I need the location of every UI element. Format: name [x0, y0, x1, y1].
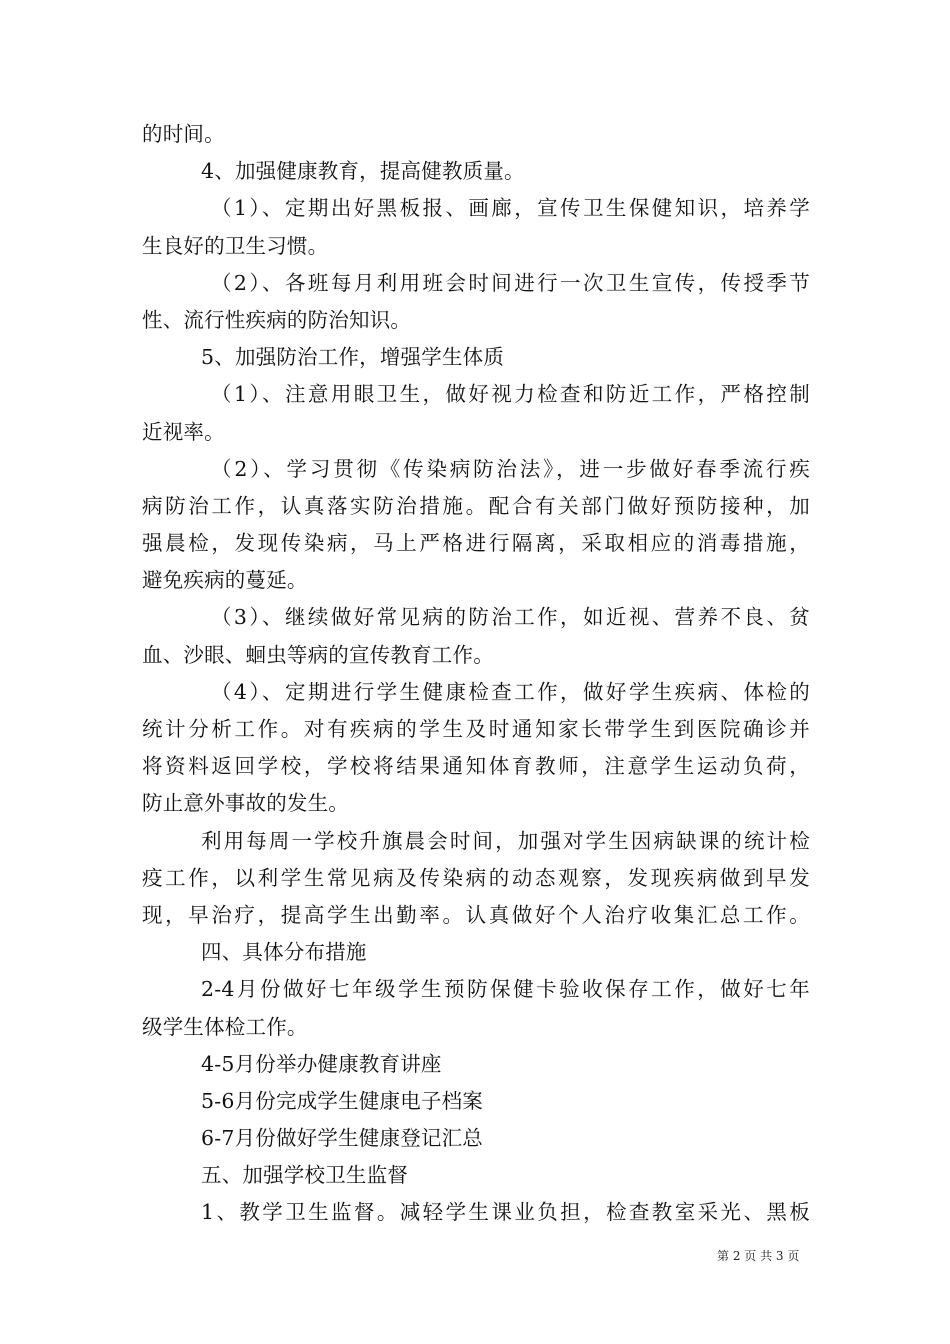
text-line: 1、教学卫生监督。减轻学生课业负担，检查教室采光、黑板: [201, 1200, 810, 1225]
text-line: 避免疾病的蔓延。: [142, 568, 308, 593]
text-line: 4、加强健康教育，提高健教质量。: [201, 159, 525, 184]
text-line: （1）、定期出好黑板报、画廊，宣传卫生保健知识，培养学: [211, 196, 810, 221]
text-line: 将资料返回学校，学校将结果通知体育教师，注意学生运动负荷，: [142, 754, 810, 779]
text-line: 5、加强防治工作，增强学生体质: [201, 345, 505, 370]
text-line: 级学生体检工作。: [142, 1014, 308, 1039]
text-line: 利用每周一学校升旗晨会时间，加强对学生因病缺课的统计检: [201, 828, 810, 853]
document-body: [142, 116, 810, 1232]
text-line: 四、具体分布措施: [201, 940, 367, 965]
text-line: （2）、学习贯彻《传染病防治法》，进一步做好春季流行疾: [211, 456, 810, 481]
text-line: 生良好的卫生习惯。: [142, 233, 329, 258]
text-line: 性、流行性疾病的防治知识。: [142, 307, 412, 332]
text-line: （4）、定期进行学生健康检查工作，做好学生疾病、体检的: [211, 679, 810, 704]
text-line: 强晨检，发现传染病，马上严格进行隔离，采取相应的消毒措施，: [142, 531, 810, 556]
text-line: 4-5月份举办健康教育讲座: [201, 1051, 442, 1076]
text-line: 的时间。: [142, 122, 225, 146]
text-line: （1）、注意用眼卫生，做好视力检查和防近工作，严格控制: [211, 382, 810, 407]
text-line: 5-6月份完成学生健康电子档案: [201, 1088, 484, 1113]
text-line: 6-7月份做好学生健康登记汇总: [201, 1126, 484, 1151]
text-line: （3）、继续做好常见病的防治工作，如近视、营养不良、贫: [211, 605, 810, 630]
text-line: 五、加强学校卫生监督: [201, 1163, 408, 1188]
text-line: 统计分析工作。对有疾病的学生及时通知家长带学生到医院确诊并: [142, 717, 810, 741]
text-line: （2）、各班每月利用班会时间进行一次卫生宣传，传授季节: [211, 270, 810, 295]
text-line: 血、沙眼、蛔虫等病的宣传教育工作。: [142, 642, 494, 667]
text-line: 近视率。: [142, 419, 225, 444]
text-line: 疫工作，以利学生常见病及传染病的动态观察，发现疾病做到早发: [142, 865, 810, 890]
page-number: 第 2 页 共 3 页: [717, 1249, 800, 1263]
text-line: 防止意外事故的发生。: [142, 791, 349, 816]
text-line: 2-4月份做好七年级学生预防保健卡验收保存工作，做好七年: [201, 977, 810, 1002]
text-line: 病防治工作，认真落实防治措施。配合有关部门做好预防接种，加: [142, 493, 810, 518]
text-line: 现，早治疗，提高学生出勤率。认真做好个人治疗收集汇总工作。: [142, 902, 810, 927]
